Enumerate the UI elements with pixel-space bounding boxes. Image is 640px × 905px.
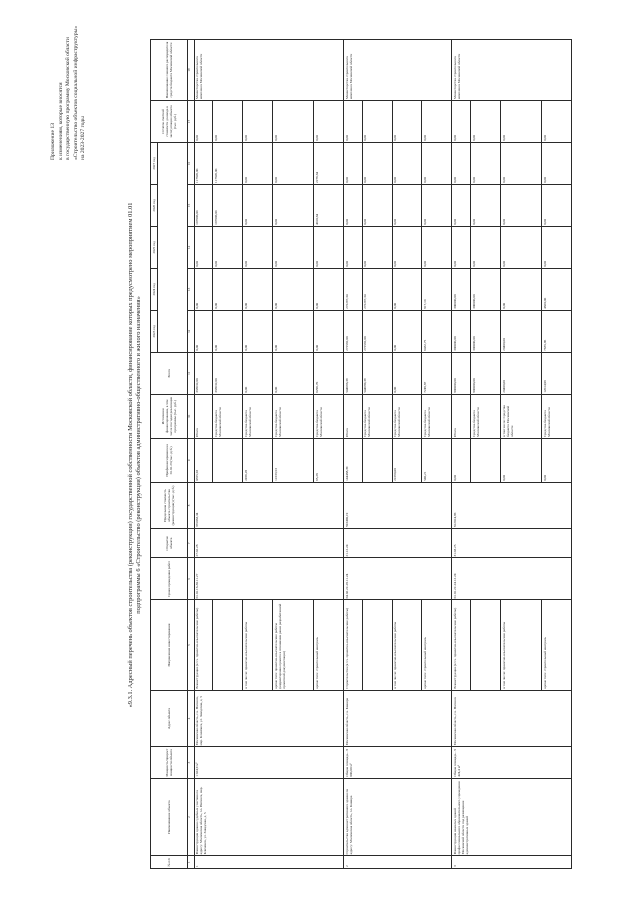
work-profinanced <box>362 438 392 482</box>
work-profinanced <box>213 438 243 482</box>
fin-year: 0,00 <box>213 226 243 268</box>
fin-remainder: 0,00 <box>314 101 344 143</box>
fin-year: 0,00 <box>314 310 344 352</box>
fin-year: 117826,00 <box>194 142 213 184</box>
fin-year: 272297,34 <box>362 268 392 310</box>
object-name: Реконструкция нежилых зданий профессионального образовательного учреждения Московской области под размещение административных зданий <box>452 778 572 856</box>
col-number: 1 <box>187 856 194 869</box>
fin-year: 0,00 <box>500 142 541 184</box>
fin-source: Средства бюджета Московской области <box>362 394 392 438</box>
fin-total: 0,00 <box>392 352 422 394</box>
fin-year: 0,00 <box>392 226 422 268</box>
header-opening: Открытие объекта <box>151 529 188 558</box>
fin-year: 0,00 <box>272 142 313 184</box>
col-number: 14 <box>187 226 194 268</box>
fin-year: 0,00 <box>542 184 572 226</box>
header-customer: Наименование главного распорядителя средств бюджета Московской области <box>151 40 188 101</box>
fin-year: 0,00 <box>243 142 273 184</box>
col-number: 3 <box>187 747 194 778</box>
col-number: 12 <box>187 310 194 352</box>
col-number: 16 <box>187 142 194 184</box>
col-number: 13 <box>187 268 194 310</box>
col-number: 4 <box>187 690 194 747</box>
header-total: Всего <box>151 352 188 394</box>
fin-remainder: 0,00 <box>500 101 541 143</box>
fin-source: Средства бюджета Московской области <box>314 394 344 438</box>
fin-total: 800000,00 <box>452 352 471 394</box>
fin-source: Средства бюджета Московской области <box>542 394 572 438</box>
fin-remainder: 0,00 <box>470 101 500 143</box>
work-profinanced: 0,00 <box>452 438 471 482</box>
fin-source: Средства бюджета Московской области <box>213 394 243 438</box>
header-year: 2027 год <box>151 142 158 184</box>
work-profinanced: 2456,28 <box>243 438 273 482</box>
col-number: 10 <box>187 394 194 438</box>
fin-total: 544689,39 <box>362 352 392 394</box>
fin-year: 0,00 <box>500 226 541 268</box>
object-address: Московская область, г.о. Кашира <box>344 690 452 747</box>
fin-year: 300000,00 <box>452 268 471 310</box>
fin-total: 800000,00 <box>470 352 500 394</box>
object-limit: 812014,96 <box>452 482 572 528</box>
fin-year: 7635,96 <box>542 310 572 352</box>
fin-year: 0,00 <box>243 268 273 310</box>
fin-remainder: 0,00 <box>213 101 243 143</box>
fin-year: 0,00 <box>500 184 541 226</box>
fin-remainder: 0,00 <box>344 101 363 143</box>
col-number: 8 <box>187 482 194 528</box>
fin-year: 0,00 <box>213 268 243 310</box>
fin-remainder: 0,00 <box>392 101 422 143</box>
table-row <box>452 40 471 869</box>
fin-year: 0,00 <box>422 226 452 268</box>
work-profinanced: 65,28 <box>314 438 344 482</box>
fin-year: 272592,00 <box>344 310 363 352</box>
fin-year: 0,00 <box>470 226 500 268</box>
col-number: 7 <box>187 529 194 558</box>
table-row <box>344 40 363 869</box>
work-label: кроме того: строительный контроль <box>422 600 452 690</box>
work-profinanced: 12233,53 <box>272 438 313 482</box>
fin-total: 333632,00 <box>194 352 213 394</box>
fin-source: Средства бюджета Московской области <box>392 394 422 438</box>
fin-year: 0,00 <box>344 142 363 184</box>
header-year: 2026 год <box>151 184 158 226</box>
work-profinanced: 0355,93 <box>194 438 213 482</box>
fin-year: 0,00 <box>213 310 243 352</box>
fin-year: 0,00 <box>362 142 392 184</box>
fin-source: Итого <box>194 394 213 438</box>
fin-year: 300000,00 <box>452 310 471 352</box>
object-limit: 593490,19 <box>344 482 452 528</box>
fin-year: 0,00 <box>194 268 213 310</box>
object-customer: Министерство строительного комплекса Московской области <box>194 40 343 101</box>
fin-year: 0,00 <box>314 268 344 310</box>
work-label: кроме того: строительный контроль <box>542 600 572 690</box>
fin-year: 107806,00 <box>194 184 213 226</box>
header-power: Мощность/прирост мощности объекта <box>151 747 188 778</box>
fin-remainder: 0,00 <box>194 101 213 143</box>
fin-source: Средства бюджета Московской области <box>422 394 452 438</box>
fin-remainder: 0,00 <box>542 101 572 143</box>
annex-line: к изменениям, которые вносятся <box>57 82 64 160</box>
fin-total: 0,00 <box>243 352 273 394</box>
object-opening: 21.12.24 <box>344 529 452 558</box>
fin-year: 0,00 <box>243 310 273 352</box>
fin-year: 117826,00 <box>213 142 243 184</box>
fin-source: Итого <box>452 394 471 438</box>
work-label: Реконструкция (в т.ч. проектно-изыскательские работы) <box>452 600 471 690</box>
work-label <box>470 600 500 690</box>
fin-year: 300000,00 <box>470 310 500 352</box>
table-row <box>194 40 213 869</box>
column-numbers-row <box>187 40 194 869</box>
fin-total: 12014,96 <box>542 352 572 394</box>
fin-year: 4820,00 <box>542 268 572 310</box>
fin-year: 0,00 <box>243 184 273 226</box>
fin-year: 0,00 <box>452 226 471 268</box>
fin-year: 0,00 <box>272 184 313 226</box>
work-label: Строительство (в т.ч. проектно-изыскательские работы) <box>344 600 363 690</box>
header-num: № п/п <box>151 856 188 869</box>
object-name: Строительство административного здания по адресу: Московская область, г.о. Кашира <box>344 778 452 856</box>
fin-total: 544696,39 <box>344 352 363 394</box>
fin-year: 0,00 <box>362 226 392 268</box>
header-limit: Предельная стоимость объекта строительства (реконструкции) (тыс. руб.) <box>151 482 188 528</box>
fin-source: Итого <box>344 394 363 438</box>
fin-remainder: 0,00 <box>243 101 273 143</box>
work-label <box>362 600 392 690</box>
fin-year: 20400,00 <box>500 310 541 352</box>
work-profinanced: 0,00 <box>500 438 541 482</box>
object-customer: Министерство строительного комплекса Московской области <box>452 40 572 101</box>
fin-year: 2276,64 <box>314 142 344 184</box>
object-limit: 355063,34 <box>194 482 343 528</box>
fin-year: 0,00 <box>194 226 213 268</box>
work-label: кроме того: проектно-изыскательские работы (корректировка проекта в отношении ранее разработанной проектной документации) <box>272 600 313 690</box>
fin-year: 0,00 <box>542 226 572 268</box>
fin-year: 0,00 <box>452 142 471 184</box>
object-power: Общая площадь - 9 424,4 м² <box>452 747 572 778</box>
fin-remainder: 0,00 <box>452 101 471 143</box>
fin-year: 272592,00 <box>362 310 392 352</box>
document-title <box>127 45 144 865</box>
table-header-row <box>151 40 158 869</box>
fin-source: в том числе: Средства бюджета Московской области <box>500 394 541 438</box>
header-object: Наименование объекта <box>151 778 188 856</box>
work-profinanced: 144488,39 <box>344 438 363 482</box>
fin-year: 0,00 <box>392 184 422 226</box>
fin-year: 6432,75 <box>422 310 452 352</box>
col-number: 2 <box>187 778 194 856</box>
fin-year: 0,00 <box>392 310 422 352</box>
work-label: в том числе: проектно-изыскательские работы <box>243 600 273 690</box>
work-label: в том числе: проектно-изыскательские работы <box>392 600 422 690</box>
header-remainder: Остаток сметной стоимости до ввода в эксплуатацию объекта (тыс. руб.) <box>151 101 188 143</box>
object-power: 1 024,9 м² <box>194 747 343 778</box>
object-address: Московская область, г.о. Ногинск, мкр. Климовск, ул. Заводская, д. 5 <box>194 690 343 747</box>
fin-year: 4010,64 <box>314 184 344 226</box>
fin-source: Средства бюджета Московской области <box>243 394 273 438</box>
work-label: кроме того: строительный контроль <box>314 600 344 690</box>
work-profinanced: 0,00 <box>542 438 572 482</box>
object-num: 1 <box>194 856 343 869</box>
object-address: Московская область, г.о. Ногинск <box>452 690 572 747</box>
col-number: 15 <box>187 184 194 226</box>
header-address: Адрес объекта <box>151 690 188 747</box>
fin-year: 0,00 <box>542 142 572 184</box>
annex-line: в государственную программу Московской области <box>65 37 72 160</box>
fin-source: Средства бюджета Московской области <box>272 394 313 438</box>
fin-year: 0,00 <box>422 184 452 226</box>
col-number: 11 <box>187 352 194 394</box>
header-year: 2023 год <box>151 310 158 352</box>
col-number: 5 <box>187 600 194 690</box>
title-line: «9.3.1. Адресный перечень объектов строительства (реконструкции) государственной собственности Московской области, финансирование которых предусмотрено мероприятием 01.01 <box>127 202 134 708</box>
object-opening: 27.02.28 <box>194 529 343 558</box>
fin-total: 20400,00 <box>500 352 541 394</box>
fin-year: 817,10 <box>422 268 452 310</box>
col-number: 18 <box>187 40 194 101</box>
fin-year: 0,00 <box>392 142 422 184</box>
object-terms: 01.01.22-24.12.24 <box>452 558 572 600</box>
fin-year: 0,00 <box>272 226 313 268</box>
annex-line: Приложение 13 <box>50 122 56 160</box>
work-label <box>213 600 243 690</box>
fin-total: 7249,87 <box>422 352 452 394</box>
header-profinanced: Профинансировано на 01.01.23 (тыс. руб.) <box>151 438 188 482</box>
fin-year: 300000,00 <box>470 268 500 310</box>
title-line: подпрограммы 6 «Строительство (реконструкция) объектов административно-общественного и жилого назначения» <box>135 296 143 614</box>
fin-remainder: 0,00 <box>362 101 392 143</box>
fin-year: 0,00 <box>344 226 363 268</box>
col-number: 9 <box>187 438 194 482</box>
fin-year: 0,00 <box>272 268 313 310</box>
fin-year: 0,00 <box>243 226 273 268</box>
fin-year: 0,00 <box>194 310 213 352</box>
col-number: 6 <box>187 558 194 600</box>
header-year: 2024 год <box>151 268 158 310</box>
fin-year: 0,00 <box>344 184 363 226</box>
object-power: Общая площадь - 8 000,00 м² <box>344 747 452 778</box>
fin-year: 0,00 <box>470 142 500 184</box>
col-number: 17 <box>187 101 194 143</box>
fin-remainder: 0,00 <box>422 101 452 143</box>
annex-header <box>50 10 88 160</box>
objects-table <box>150 39 572 869</box>
fin-year: 0,00 <box>422 142 452 184</box>
fin-year: 0,00 <box>392 268 422 310</box>
fin-year: 0,00 <box>314 226 344 268</box>
fin-year: 0,00 <box>500 268 541 310</box>
object-num: 2 <box>344 856 452 869</box>
annex-line: на 2023-2027 годы <box>80 116 87 160</box>
object-terms: 04.02.22-28.11.24 <box>344 558 452 600</box>
header-year: 2025 год <box>151 226 158 268</box>
header-terms: Сроки проведения работ <box>151 558 188 600</box>
work-profinanced: 540,21 <box>422 438 452 482</box>
fin-source: Средства бюджета Московской области <box>470 394 500 438</box>
fin-total: 333632,00 <box>213 352 243 394</box>
work-label: Реконструкция (в т.ч. проектно-изыскательские работы) <box>194 600 213 690</box>
object-opening: 31.03.25 <box>452 529 572 558</box>
header-works: Направление инвестирования <box>151 600 188 690</box>
object-terms: 01.01.16-30.11.27 <box>194 558 343 600</box>
annex-line: «Строительство объектов социальной инфраструктуры» <box>72 25 79 160</box>
fin-total: 6296,70 <box>314 352 344 394</box>
fin-year: 272297,34 <box>344 268 363 310</box>
fin-year: 0,00 <box>272 310 313 352</box>
fin-year: 0,00 <box>362 184 392 226</box>
object-num: 3 <box>452 856 572 869</box>
work-label: в том числе: проектно-изыскательские работы <box>500 600 541 690</box>
header-sources: Источники финансирования, в том числе по годам реализации программы (тыс. руб.) <box>151 394 188 438</box>
fin-year: 0,00 <box>470 184 500 226</box>
work-profinanced: 22290,00 <box>392 438 422 482</box>
work-profinanced <box>470 438 500 482</box>
object-customer: Министерство строительного комплекса Московской области <box>344 40 452 101</box>
fin-year: 107806,00 <box>213 184 243 226</box>
fin-total: 0,00 <box>272 352 313 394</box>
object-name: Реконструкция здания судебных участков по адресу: Московская область, г.о. Ногинск, мкр. Климовск, ул. Заводская, д. 5 <box>194 778 343 856</box>
fin-remainder: 0,00 <box>272 101 313 143</box>
fin-year: 0,00 <box>452 184 471 226</box>
